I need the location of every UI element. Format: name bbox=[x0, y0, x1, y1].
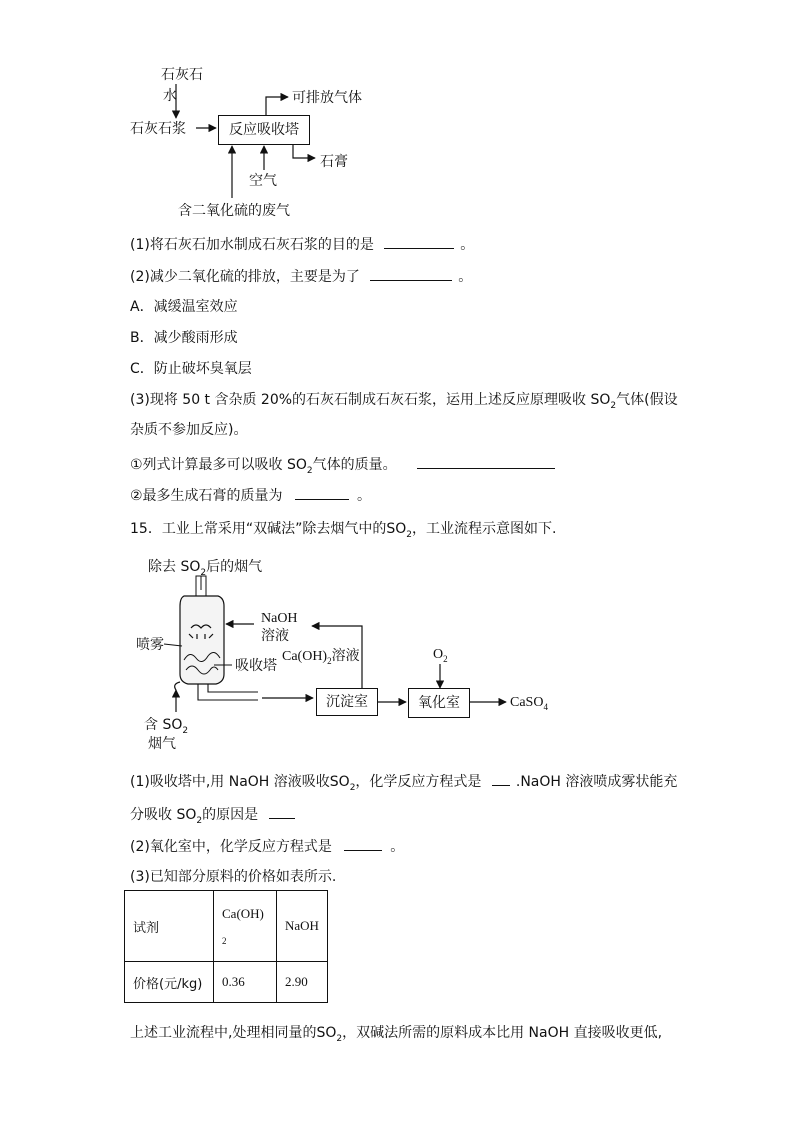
q14-part3-i-text-b: 气体的质量。 bbox=[312, 457, 397, 473]
label-flue-gas-1a: 含 SO bbox=[144, 717, 183, 733]
price-table-header-row bbox=[125, 891, 328, 962]
q14-part3-text-b: 气体(假设 bbox=[616, 392, 678, 408]
label-caso4-sub: 4 bbox=[543, 701, 548, 712]
label-caoh2-solution bbox=[282, 647, 360, 670]
label-clean-gas-sub: 2 bbox=[200, 567, 207, 578]
q15-part1-line2-sub: 2 bbox=[196, 815, 203, 826]
q14-part3-i-sub: 2 bbox=[306, 465, 313, 476]
box-reaction-absorber-label: 反应吸收塔 bbox=[229, 122, 299, 138]
q14-part3-sub: 2 bbox=[610, 400, 617, 411]
q15-part1-text-a: (1)吸收塔中,用 NaOH 溶液吸收SO bbox=[130, 774, 350, 790]
q15-part1-line1 bbox=[130, 771, 677, 797]
label-caso4-a: CaSO bbox=[510, 695, 544, 710]
box-oxidation-label: 氧化室 bbox=[418, 695, 460, 711]
q14-option-c: C．防止破坏臭氧层 bbox=[130, 361, 252, 377]
q15-part1-text-c: .NaOH 溶液喷成雾状能充 bbox=[515, 774, 678, 790]
q14-part1-end: 。 bbox=[460, 237, 475, 253]
label-caoh2-sub: 2 bbox=[327, 655, 332, 666]
label-flue-gas-2: 烟气 bbox=[148, 736, 176, 752]
q14-part3-ii-end: 。 bbox=[357, 488, 372, 504]
label-waste-gas: 含二氧化硫的废气 bbox=[178, 203, 290, 219]
label-clean-gas bbox=[148, 558, 262, 582]
price-table bbox=[124, 890, 328, 1003]
label-flue-gas-1sub: 2 bbox=[182, 725, 189, 736]
price-table-header-caoh2-sub: 2 bbox=[222, 936, 227, 946]
q15-intro-text-a: 15．工业上常采用“双碱法”除去烟气中的SO bbox=[130, 521, 407, 537]
box-oxidation bbox=[408, 688, 470, 718]
price-table-header-caoh2 bbox=[214, 891, 277, 962]
price-table-price-caoh2: 0.36 bbox=[214, 962, 277, 1003]
label-limestone-slurry: 石灰石浆 bbox=[130, 121, 186, 137]
label-absorber: 吸收塔 bbox=[235, 658, 277, 674]
flue-inlet-pipe bbox=[175, 682, 180, 690]
q15-part1-blank-equation[interactable] bbox=[492, 771, 510, 786]
label-o2-a: O bbox=[433, 647, 444, 662]
label-naoh: NaOH bbox=[261, 611, 298, 626]
label-air: 空气 bbox=[249, 173, 277, 189]
label-spray: 喷雾 bbox=[136, 637, 164, 653]
q14-option-b: B．减少酸雨形成 bbox=[130, 330, 238, 346]
q15-part1-blank-reason[interactable] bbox=[269, 804, 295, 819]
label-o2-sub: 2 bbox=[443, 653, 448, 664]
q15-part3: (3)已知部分原料的价格如表所示. bbox=[130, 869, 337, 885]
label-clean-gas-b: 后的烟气 bbox=[206, 559, 263, 575]
q15-part1-sub: 2 bbox=[349, 782, 356, 793]
q15-conclusion-b: ，双碱法所需的原料成本比用 NaOH 直接吸收更低, bbox=[342, 1025, 663, 1041]
q15-intro-sub: 2 bbox=[406, 529, 412, 540]
label-clean-gas-a: 除去 SO bbox=[148, 559, 201, 575]
box-precipitation-label: 沉淀室 bbox=[326, 694, 368, 710]
q15-part1-text-b: ，化学反应方程式是 bbox=[355, 774, 482, 790]
q14-part2-end: 。 bbox=[458, 269, 473, 285]
price-table-header-reagent: 试剂 bbox=[125, 891, 214, 962]
q15-part2-text: (2)氧化室中，化学反应方程式是 bbox=[130, 839, 332, 855]
q15-intro-text-b: ，工业流程示意图如下. bbox=[411, 521, 557, 537]
box-precipitation bbox=[316, 688, 378, 716]
price-table-header-caoh2-a: Ca(OH) bbox=[222, 906, 264, 921]
label-caso4 bbox=[510, 694, 548, 716]
q15-part2-end: 。 bbox=[390, 839, 405, 855]
label-o2 bbox=[433, 646, 448, 668]
q15-conclusion bbox=[130, 1024, 662, 1048]
price-table-price-naoh: 2.90 bbox=[277, 962, 328, 1003]
label-gypsum: 石膏 bbox=[320, 154, 348, 170]
price-table-header-naoh: NaOH bbox=[277, 891, 328, 962]
q14-option-a: A．减缓温室效应 bbox=[130, 299, 238, 315]
q14-part3-text-a: (3)现将 50 t 含杂质 20%的石灰石制成石灰石浆，运用上述反应原理吸收 SO bbox=[130, 392, 611, 408]
label-exhaust: 可排放气体 bbox=[292, 90, 362, 106]
label-water: 水 bbox=[163, 88, 177, 104]
q15-conclusion-sub: 2 bbox=[336, 1033, 343, 1044]
label-caoh2-a: Ca(OH) bbox=[282, 649, 328, 664]
absorber-outlet-pipe bbox=[198, 684, 258, 700]
q14-part2-text: (2)减少二氧化硫的排放，主要是为了 bbox=[130, 269, 360, 285]
q15-part1-line2-a: 分吸收 SO bbox=[130, 807, 197, 823]
label-naoh-solution: 溶液 bbox=[261, 628, 289, 644]
q15-conclusion-a: 上述工业流程中,处理相同量的SO bbox=[130, 1025, 337, 1041]
absorber-tower-body bbox=[180, 596, 224, 684]
price-table-price-label: 价格(元/kg) bbox=[125, 962, 214, 1003]
q14-part3-i-text-a: ①列式计算最多可以吸收 SO bbox=[130, 457, 307, 473]
q15-part1-line2 bbox=[130, 804, 295, 830]
q14-part1-text: (1)将石灰石加水制成石灰石浆的目的是 bbox=[130, 237, 374, 253]
label-limestone: 石灰石 bbox=[161, 67, 203, 83]
q14-part3-line2: 杂质不参加反应)。 bbox=[130, 422, 248, 438]
price-table-price-row bbox=[125, 962, 328, 1003]
spray-pointer bbox=[164, 644, 182, 646]
label-caoh2-b: 溶液 bbox=[331, 648, 360, 664]
q15-part2 bbox=[130, 836, 404, 856]
q15-part2-blank[interactable] bbox=[344, 836, 382, 851]
q14-part3-ii-text: ②最多生成石膏的质量为 bbox=[130, 488, 283, 504]
q15-part1-line2-b: 的原因是 bbox=[202, 807, 259, 823]
